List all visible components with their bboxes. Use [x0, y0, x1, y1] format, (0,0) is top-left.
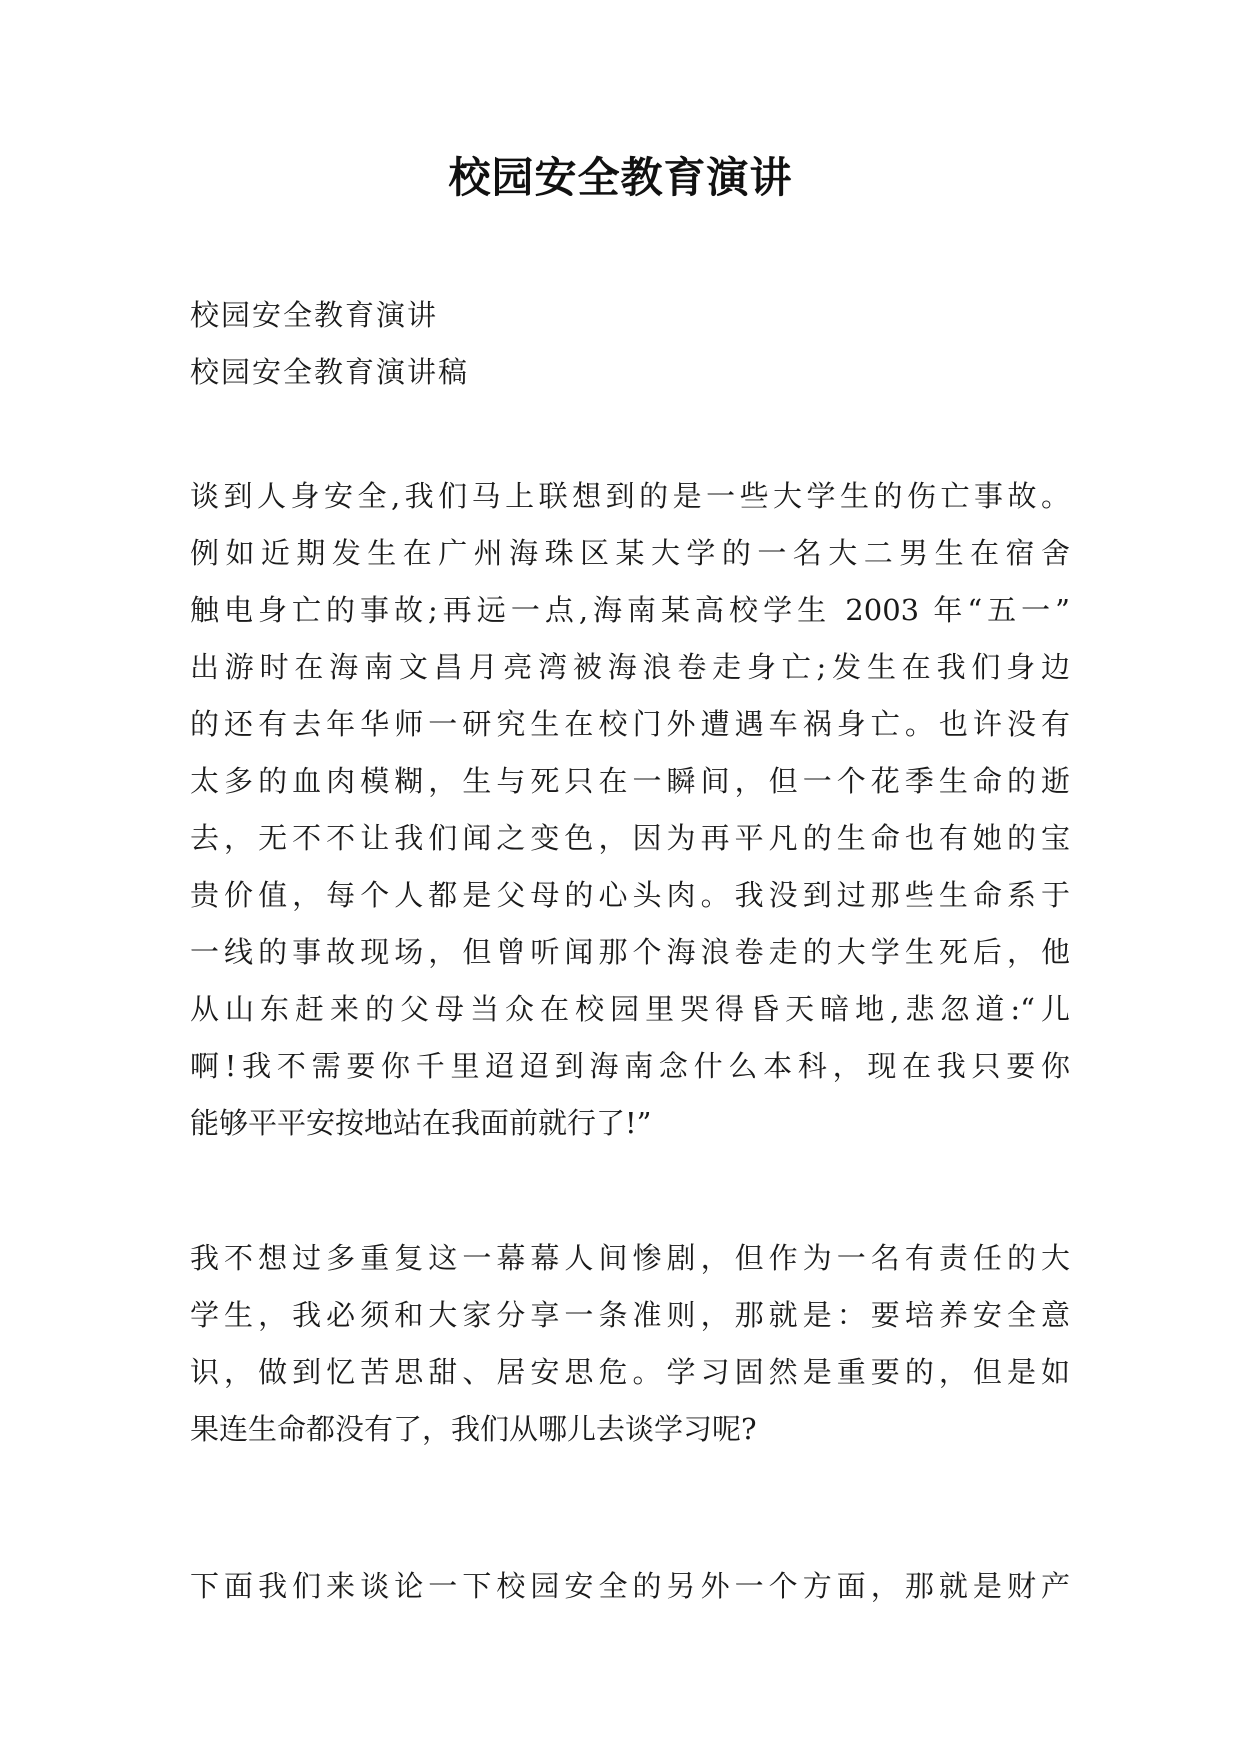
paragraph-line: 啊!我不需要你千里迢迢到海南念什么本科，现在我只要你	[190, 1049, 1070, 1083]
paragraph-line: 去，无不不让我们闻之变色，因为再平凡的生命也有她的宝	[190, 821, 1070, 855]
paragraph-line: 谈到人身安全,我们马上联想到的是一些大学生的伤亡事故。	[190, 479, 1070, 513]
paragraph-line: 识，做到忆苦思甜、居安思危。学习固然是重要的，但是如	[190, 1355, 1070, 1389]
paragraph-line: 果连生命都没有了，我们从哪儿去谈学习呢?	[190, 1412, 757, 1446]
document-title: 校园安全教育演讲	[448, 153, 793, 202]
paragraph-line: 例如近期发生在广州海珠区某大学的一名大二男生在宿舍	[190, 536, 1070, 570]
body-paragraph	[190, 468, 1070, 1152]
paragraph-line: 触电身亡的事故;再远一点,海南某高校学生 2003 年“五一”	[190, 593, 1070, 627]
paragraph-line: 一线的事故现场，但曾听闻那个海浪卷走的大学生死后，他	[190, 935, 1070, 969]
body-paragraph	[190, 1558, 1070, 1615]
paragraph-line: 的还有去年华师一研究生在校门外遭遇车祸身亡。也许没有	[190, 707, 1070, 741]
body-paragraph	[190, 1230, 1070, 1458]
subtitle-line: 校园安全教育演讲	[190, 298, 439, 332]
paragraph-line: 下面我们来谈论一下校园安全的另外一个方面，那就是财产	[190, 1569, 1070, 1603]
paragraph-line: 从山东赶来的父母当众在校园里哭得昏天暗地,悲忽道:“儿	[190, 992, 1070, 1026]
paragraph-line: 能够平平安按地站在我面前就行了!”	[190, 1106, 652, 1140]
paragraph-line: 我不想过多重复这一幕幕人间惨剧，但作为一名有责任的大	[190, 1241, 1070, 1275]
paragraph-line: 出游时在海南文昌月亮湾被海浪卷走身亡;发生在我们身边	[190, 650, 1070, 684]
subtitle-line: 校园安全教育演讲稿	[190, 355, 470, 389]
paragraph-line: 学生，我必须和大家分享一条准则，那就是：要培养安全意	[190, 1298, 1070, 1332]
paragraph-line: 贵价值，每个人都是父母的心头肉。我没到过那些生命系于	[190, 878, 1070, 912]
paragraph-line: 太多的血肉模糊，生与死只在一瞬间，但一个花季生命的逝	[190, 764, 1070, 798]
